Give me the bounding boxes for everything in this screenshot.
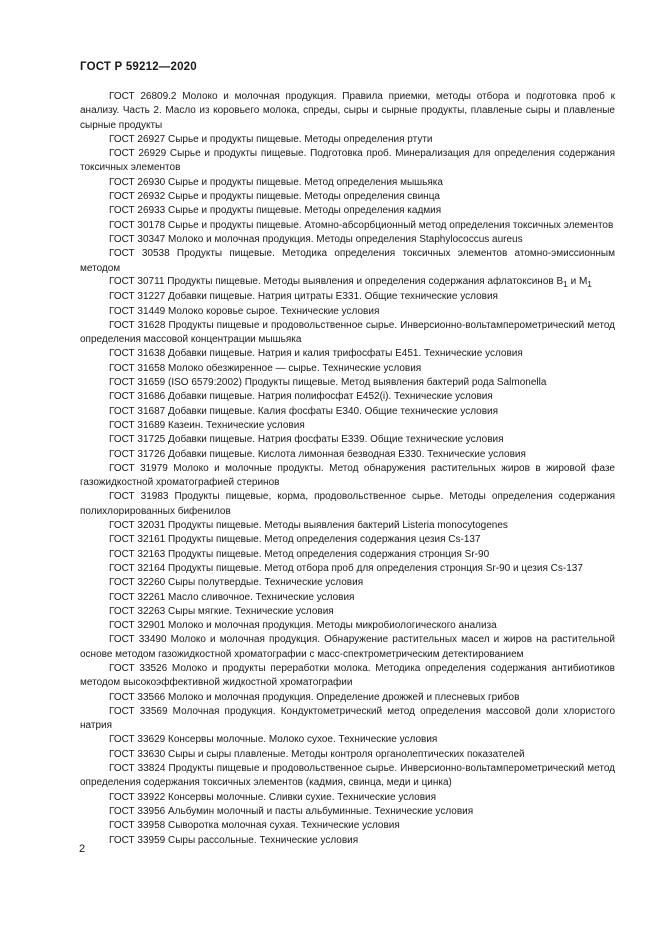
- reference-item: ГОСТ 31227 Добавки пищевые. Натрия цитраты Е331. Общие технические условия: [109, 291, 498, 303]
- reference-item: ГОСТ 33526 Молоко и продукты переработки молока. Методика определения содержания антибиотиков методом высокоэффективной жидкостной хроматографии: [80, 662, 615, 689]
- reference-item: ГОСТ 32161 Продукты пищевые. Метод определения содержания цезия Cs-137: [109, 534, 481, 546]
- reference-item: ГОСТ 26927 Сырье и продукты пищевые. Методы определения ртути: [109, 133, 433, 145]
- reference-item: ГОСТ 33958 Сыворотка молочная сухая. Технические условия: [109, 820, 400, 832]
- reference-item: ГОСТ 32163 Продукты пищевые. Метод определения содержания стронция Sr-90: [109, 548, 490, 560]
- reference-item: ГОСТ 33956 Альбумин молочный и пасты альбуминные. Технические условия: [109, 805, 474, 817]
- reference-item: ГОСТ 33959 Сыры рассольные. Технические условия: [109, 834, 359, 846]
- aflatoxin-sub-b: 1: [563, 278, 568, 289]
- reference-item: ГОСТ 33922 Консервы молочные. Сливки сухие. Технические условия: [109, 791, 437, 803]
- reference-item: ГОСТ 31979 Молоко и молочные продукты. Метод обнаружения растительных жиров в жировой фазе газожидкостной хроматографией стеринов: [80, 462, 615, 489]
- reference-item: ГОСТ 30178 Сырье и продукты пищевые. Атомно-абсорбционный метод определения токсичных элементов: [109, 219, 614, 231]
- reference-item: ГОСТ 26932 Сырье и продукты пищевые. Методы определения свинца: [109, 191, 440, 203]
- reference-item: ГОСТ 31638 Добавки пищевые. Натрия и калия трифосфаты Е451. Технические условия: [109, 348, 523, 360]
- aflatoxin-mid: и M: [567, 275, 588, 287]
- reference-item: ГОСТ 26929 Сырье и продукты пищевые. Подготовка проб. Минерализация для определения содержания токсичных элементов: [80, 148, 615, 174]
- reference-item: ГОСТ 33824 Продукты пищевые и продовольственное сырье. Инверсионно-вольтамперометрический метод определения содержания токсичных элементов (кадмия, свинца, меди и цинка): [80, 763, 615, 789]
- reference-item: ГОСТ 32263 Сыры мягкие. Технические условия: [109, 605, 334, 617]
- reference-item: ГОСТ 32164 Продукты пищевые. Метод отбора проб для определения стронция Sr-90 и цезия Cs-137: [109, 562, 583, 574]
- reference-item: ГОСТ 26930 Сырье и продукты пищевые. Метод определения мышьяка: [109, 176, 443, 188]
- page-number: 2: [79, 843, 86, 855]
- reference-item: ГОСТ 33630 Сыры и сыры плавленые. Методы контроля органолептических показателей: [109, 748, 525, 760]
- reference-item: ГОСТ 31687 Добавки пищевые. Калия фосфаты Е340. Общие технические условия: [109, 405, 499, 417]
- reference-item: ГОСТ 26933 Сырье и продукты пищевые. Методы определения кадмия: [109, 205, 442, 217]
- reference-item: ГОСТ 33629 Консервы молочные. Молоко сухое. Технические условия: [109, 734, 438, 746]
- reference-item: ГОСТ 33569 Молочная продукция. Кондуктометрический метод определения массовой доли хлористого натрия: [80, 705, 615, 732]
- reference-item: ГОСТ 30538 Продукты пищевые. Методика определения токсичных элементов атомно-эмиссионным методом: [80, 248, 615, 274]
- reference-item: ГОСТ 31658 Молоко обезжиренное — сырье. Технические условия: [109, 362, 422, 374]
- reference-item: ГОСТ 31659 (ISO 6579:2002) Продукты пищевые. Метод выявления бактерий рода Salmonella: [109, 377, 547, 389]
- document-code: ГОСТ Р 59212—2020: [80, 61, 197, 73]
- reference-item: ГОСТ 31725 Добавки пищевые. Натрия фосфаты Е339. Общие технические условия: [109, 434, 504, 446]
- reference-item: ГОСТ 32031 Продукты пищевые. Методы выявления бактерий Listeria monocytogenes: [109, 520, 508, 532]
- aflatoxin-text: ГОСТ 30711 Продукты пищевые. Методы выявления и определения содержания афлатоксинов B: [109, 275, 564, 287]
- reference-item: ГОСТ 31628 Продукты пищевые и продовольственное сырье. Инверсионно-вольтамперометрический метод определения массовой концентрации мышьяка: [80, 319, 615, 346]
- reference-item: ГОСТ 32901 Молоко и молочная продукция. Методы микробиологического анализа: [109, 620, 497, 632]
- reference-item: ГОСТ 31686 Добавки пищевые. Натрия полифосфат Е452(i). Технические условия: [109, 391, 493, 403]
- reference-item: ГОСТ 32260 Сыры полутвердые. Технические условия: [109, 577, 364, 589]
- reference-item: ГОСТ 31689 Казеин. Технические условия: [109, 419, 305, 431]
- aflatoxin-sub-m: 1: [587, 278, 592, 289]
- reference-item: ГОСТ 26809.2 Молоко и молочная продукция. Правила приемки, методы отбора и подготовка проб к анализу. Часть 2. Масло из коровьего молока, спреды, сыры и сырные продукты, плавленые сыры и плавленые сырные продукты: [80, 91, 615, 131]
- normative-references-list: [80, 90, 615, 848]
- reference-item: ГОСТ 31983 Продукты пищевые, корма, продовольственное сырье. Методы определения содержания полихлорированных бифенилов: [80, 491, 615, 517]
- reference-item: ГОСТ 33490 Молоко и молочная продукция. Обнаружение растительных масел и жиров на растительной основе методом газожидкостной хроматографии с масс-спектрометрическим детектированием: [80, 634, 615, 660]
- reference-item: ГОСТ 31449 Молоко коровье сырое. Технические условия: [109, 305, 380, 317]
- reference-item: ГОСТ 30347 Молоко и молочная продукция. Методы определения Staphylococcus aureus: [109, 233, 523, 245]
- reference-item: ГОСТ 32261 Масло сливочное. Технические условия: [109, 591, 355, 603]
- reference-item: ГОСТ 31726 Добавки пищевые. Кислота лимонная безводная Е330. Технические условия: [109, 448, 526, 460]
- reference-item-aflatoxins: [80, 276, 615, 290]
- reference-item: ГОСТ 33566 Молоко и молочная продукция. Определение дрожжей и плесневых грибов: [109, 691, 520, 703]
